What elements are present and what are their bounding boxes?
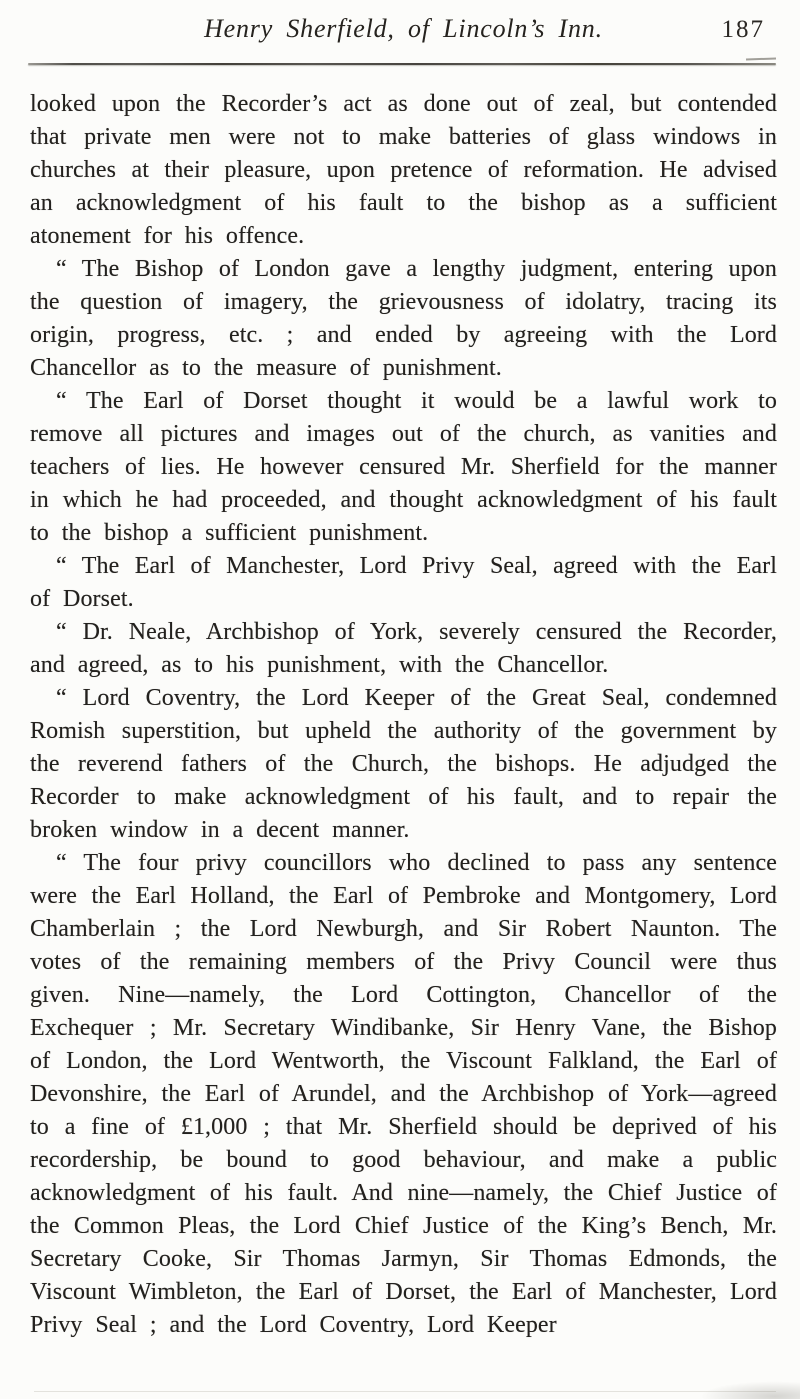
running-header <box>30 14 777 54</box>
scan-smudge <box>700 1381 800 1399</box>
page-body <box>30 88 777 1342</box>
page-number: 187 <box>721 16 765 43</box>
paragraph-earl-of-manchester: “ The Earl of Manchester, Lord Privy Seal, agreed with the Earl of Dorset. <box>30 553 777 612</box>
bottom-edge-line <box>34 1391 776 1392</box>
paragraph-bishop-of-london: “ The Bishop of London gave a lengthy judgment, entering upon the question of imagery, the grievousness of idolatry, tracing its origin, progress, etc. ; and ended by agreeing with the Lord Chancellor as to the measure of punishment. <box>30 256 777 381</box>
paragraph-continuation: looked upon the Recorder’s act as done out of zeal, but contended that private men were not to make batteries of glass windows in churches at their pleasure, upon pretence of reformation. He advised an acknowledgment of his fault to the bishop as a sufficient atonement for his offence. <box>30 91 777 249</box>
header-rule-tick <box>746 57 776 60</box>
paragraph-earl-of-dorset: “ The Earl of Dorset thought it would be a lawful work to remove all pictures and images out of the church, as vanities and teachers of lies. He however censured Mr. Sherfield for the manner in which he had proceeded, and thought acknowledgment of his fault to the bishop a sufficient punishment. <box>30 388 777 546</box>
paragraph-privy-council-votes: “ The four privy councillors who declined to pass any sentence were the Earl Holland, the Earl of Pembroke and Montgomery, Lord Chamberlain ; the Lord Newburgh, and Sir Robert Naunton. The votes of the remaining members of the Privy Council were thus given. Nine—namely, the Lord Cottington, Chancellor of the Exchequer ; Mr. Secretary Windibanke, Sir Henry Vane, the Bishop of London, the Lord Wentworth, the Viscount Falkland, the Earl of Devonshire, the Earl of Arundel, and the Archbishop of York—agreed to a fine of £1,000 ; that Mr. Sherfield should be deprived of his recordership, be bound to good behaviour, and make a public acknowledgment of his fault. And nine—namely, the Chief Justice of the Common Pleas, the Lord Chief Justice of the King’s Bench, Mr. Secretary Cooke, Sir Thomas Jarmyn, Sir Thomas Edmonds, the Viscount Wimbleton, the Earl of Dorset, the Earl of Manchester, Lord Privy Seal ; and the Lord Coventry, Lord Keeper <box>30 850 777 1338</box>
header-rule <box>28 63 776 65</box>
paragraph-dr-neale: “ Dr. Neale, Archbishop of York, severely censured the Recorder, and agreed, as to his punishment, with the Chancellor. <box>30 619 777 678</box>
page-title: Henry Sherfield, of Lincoln’s Inn. <box>204 14 603 43</box>
paragraph-lord-coventry: “ Lord Coventry, the Lord Keeper of the Great Seal, condemned Romish superstition, but upheld the authority of the government by the reverend fathers of the Church, the bishops. He adjudged the Recorder to make acknowledgment of his fault, and to repair the broken window in a decent manner. <box>30 685 777 843</box>
